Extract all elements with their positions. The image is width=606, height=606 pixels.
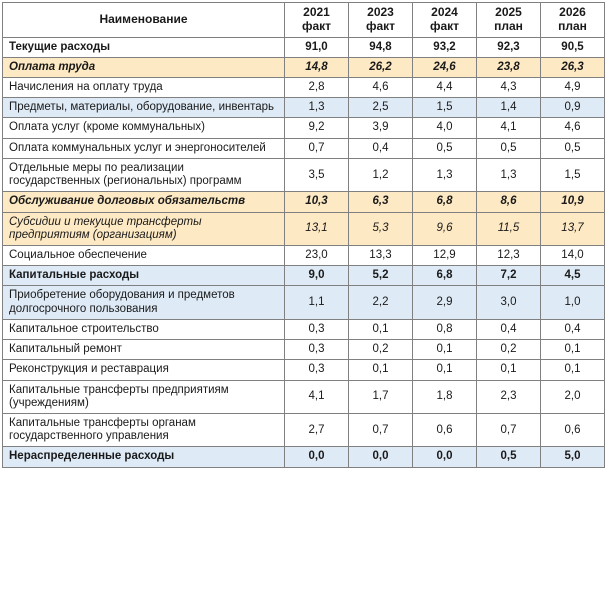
cell-value: 5,3 bbox=[349, 212, 413, 245]
cell-value: 2,7 bbox=[285, 413, 349, 446]
column-header-2021 bbox=[285, 3, 349, 38]
table-row bbox=[3, 246, 605, 266]
column-header-2024-sub: факт bbox=[429, 18, 460, 33]
cell-value: 0,4 bbox=[477, 319, 541, 339]
table-row bbox=[3, 212, 605, 245]
cell-value: 26,2 bbox=[349, 57, 413, 77]
cell-value: 10,9 bbox=[541, 192, 605, 212]
cell-value: 1,5 bbox=[541, 158, 605, 191]
cell-value: 0,1 bbox=[413, 340, 477, 360]
row-label: Приобретение оборудования и предметов долгосрочного пользования bbox=[3, 286, 285, 319]
cell-value: 24,6 bbox=[413, 57, 477, 77]
table-row bbox=[3, 413, 605, 446]
row-label: Начисления на оплату труда bbox=[3, 78, 285, 98]
cell-value: 11,5 bbox=[477, 212, 541, 245]
cell-value: 4,0 bbox=[413, 118, 477, 138]
cell-value: 9,6 bbox=[413, 212, 477, 245]
row-label: Отдельные меры по реализации государственных (региональных) программ bbox=[3, 158, 285, 191]
cell-value: 2,3 bbox=[477, 380, 541, 413]
column-header-2023 bbox=[349, 3, 413, 38]
cell-value: 2,2 bbox=[349, 286, 413, 319]
cell-value: 1,2 bbox=[349, 158, 413, 191]
row-label: Капитальные расходы bbox=[3, 266, 285, 286]
cell-value: 1,3 bbox=[285, 98, 349, 118]
cell-value: 23,8 bbox=[477, 57, 541, 77]
cell-value: 92,3 bbox=[477, 37, 541, 57]
cell-value: 4,6 bbox=[349, 78, 413, 98]
cell-value: 14,8 bbox=[285, 57, 349, 77]
cell-value: 0,1 bbox=[349, 360, 413, 380]
cell-value: 6,8 bbox=[413, 266, 477, 286]
cell-value: 13,7 bbox=[541, 212, 605, 245]
cell-value: 0,3 bbox=[285, 360, 349, 380]
cell-value: 1,0 bbox=[541, 286, 605, 319]
cell-value: 4,9 bbox=[541, 78, 605, 98]
cell-value: 4,5 bbox=[541, 266, 605, 286]
row-label: Обслуживание долговых обязательств bbox=[3, 192, 285, 212]
cell-value: 6,3 bbox=[349, 192, 413, 212]
cell-value: 0,0 bbox=[413, 447, 477, 467]
column-header-2021-year: 2021 bbox=[303, 5, 330, 19]
cell-value: 13,3 bbox=[349, 246, 413, 266]
cell-value: 23,0 bbox=[285, 246, 349, 266]
table-row bbox=[3, 286, 605, 319]
cell-value: 0,1 bbox=[541, 340, 605, 360]
cell-value: 4,1 bbox=[477, 118, 541, 138]
cell-value: 0,4 bbox=[349, 138, 413, 158]
cell-value: 0,4 bbox=[541, 319, 605, 339]
cell-value: 91,0 bbox=[285, 37, 349, 57]
cell-value: 0,7 bbox=[477, 413, 541, 446]
cell-value: 3,9 bbox=[349, 118, 413, 138]
cell-value: 2,0 bbox=[541, 380, 605, 413]
cell-value: 1,8 bbox=[413, 380, 477, 413]
cell-value: 0,3 bbox=[285, 340, 349, 360]
row-label: Капитальные трансферты органам государственного управления bbox=[3, 413, 285, 446]
cell-value: 13,1 bbox=[285, 212, 349, 245]
header-row bbox=[3, 3, 605, 38]
cell-value: 26,3 bbox=[541, 57, 605, 77]
table-row bbox=[3, 360, 605, 380]
table-row bbox=[3, 380, 605, 413]
cell-value: 4,3 bbox=[477, 78, 541, 98]
cell-value: 0,5 bbox=[541, 138, 605, 158]
cell-value: 4,6 bbox=[541, 118, 605, 138]
cell-value: 0,5 bbox=[477, 138, 541, 158]
cell-value: 0,7 bbox=[349, 413, 413, 446]
cell-value: 2,8 bbox=[285, 78, 349, 98]
row-label: Оплата коммунальных услуг и энергоносителей bbox=[3, 138, 285, 158]
cell-value: 10,3 bbox=[285, 192, 349, 212]
row-label: Капитальный ремонт bbox=[3, 340, 285, 360]
column-header-2023-year: 2023 bbox=[367, 5, 394, 19]
table-row bbox=[3, 266, 605, 286]
row-label: Оплата труда bbox=[3, 57, 285, 77]
table-row bbox=[3, 158, 605, 191]
cell-value: 1,1 bbox=[285, 286, 349, 319]
table-row bbox=[3, 57, 605, 77]
cell-value: 0,0 bbox=[349, 447, 413, 467]
table-row bbox=[3, 319, 605, 339]
cell-value: 5,0 bbox=[541, 447, 605, 467]
table-row bbox=[3, 98, 605, 118]
cell-value: 6,8 bbox=[413, 192, 477, 212]
cell-value: 0,2 bbox=[477, 340, 541, 360]
cell-value: 9,2 bbox=[285, 118, 349, 138]
cell-value: 8,6 bbox=[477, 192, 541, 212]
row-label: Нераспределенные расходы bbox=[3, 447, 285, 467]
column-header-2026-year: 2026 bbox=[559, 5, 586, 19]
cell-value: 0,9 bbox=[541, 98, 605, 118]
cell-value: 3,5 bbox=[285, 158, 349, 191]
cell-value: 2,9 bbox=[413, 286, 477, 319]
cell-value: 0,1 bbox=[349, 319, 413, 339]
table-header bbox=[3, 3, 605, 38]
column-header-2021-sub: факт bbox=[301, 18, 332, 33]
cell-value: 14,0 bbox=[541, 246, 605, 266]
column-header-2025 bbox=[477, 3, 541, 38]
cell-value: 7,2 bbox=[477, 266, 541, 286]
row-label: Социальное обеспечение bbox=[3, 246, 285, 266]
cell-value: 0,8 bbox=[413, 319, 477, 339]
cell-value: 2,5 bbox=[349, 98, 413, 118]
table-row bbox=[3, 37, 605, 57]
column-header-2026-sub: план bbox=[558, 18, 587, 33]
column-header-2026 bbox=[541, 3, 605, 38]
cell-value: 0,5 bbox=[477, 447, 541, 467]
cell-value: 0,7 bbox=[285, 138, 349, 158]
column-header-2024 bbox=[413, 3, 477, 38]
table-row bbox=[3, 192, 605, 212]
column-header-name-label: Наименование bbox=[99, 11, 188, 26]
row-label: Предметы, материалы, оборудование, инвентарь bbox=[3, 98, 285, 118]
table-row bbox=[3, 447, 605, 467]
cell-value: 1,7 bbox=[349, 380, 413, 413]
cell-value: 0,1 bbox=[477, 360, 541, 380]
column-header-2024-year: 2024 bbox=[431, 5, 458, 19]
cell-value: 5,2 bbox=[349, 266, 413, 286]
cell-value: 93,2 bbox=[413, 37, 477, 57]
cell-value: 1,5 bbox=[413, 98, 477, 118]
cell-value: 0,6 bbox=[541, 413, 605, 446]
cell-value: 12,9 bbox=[413, 246, 477, 266]
cell-value: 0,1 bbox=[541, 360, 605, 380]
table-row bbox=[3, 138, 605, 158]
cell-value: 94,8 bbox=[349, 37, 413, 57]
table-body bbox=[3, 37, 605, 467]
cell-value: 0,0 bbox=[285, 447, 349, 467]
column-header-2025-sub: план bbox=[494, 18, 523, 33]
column-header-2025-year: 2025 bbox=[495, 5, 522, 19]
cell-value: 1,4 bbox=[477, 98, 541, 118]
table-row bbox=[3, 78, 605, 98]
budget-expenditure-table bbox=[2, 2, 605, 468]
cell-value: 1,3 bbox=[413, 158, 477, 191]
cell-value: 9,0 bbox=[285, 266, 349, 286]
row-label: Текущие расходы bbox=[3, 37, 285, 57]
table-row bbox=[3, 118, 605, 138]
cell-value: 0,6 bbox=[413, 413, 477, 446]
table-row bbox=[3, 340, 605, 360]
cell-value: 0,2 bbox=[349, 340, 413, 360]
cell-value: 1,3 bbox=[477, 158, 541, 191]
column-header-2023-sub: факт bbox=[365, 18, 396, 33]
cell-value: 90,5 bbox=[541, 37, 605, 57]
cell-value: 0,1 bbox=[413, 360, 477, 380]
row-label: Капитальное строительство bbox=[3, 319, 285, 339]
row-label: Субсидии и текущие трансферты предприятиям (организациям) bbox=[3, 212, 285, 245]
cell-value: 4,1 bbox=[285, 380, 349, 413]
column-header-name bbox=[3, 3, 285, 38]
cell-value: 12,3 bbox=[477, 246, 541, 266]
row-label: Капитальные трансферты предприятиям (учреждениям) bbox=[3, 380, 285, 413]
row-label: Оплата услуг (кроме коммунальных) bbox=[3, 118, 285, 138]
cell-value: 4,4 bbox=[413, 78, 477, 98]
row-label: Реконструкция и реставрация bbox=[3, 360, 285, 380]
cell-value: 0,5 bbox=[413, 138, 477, 158]
cell-value: 3,0 bbox=[477, 286, 541, 319]
cell-value: 0,3 bbox=[285, 319, 349, 339]
